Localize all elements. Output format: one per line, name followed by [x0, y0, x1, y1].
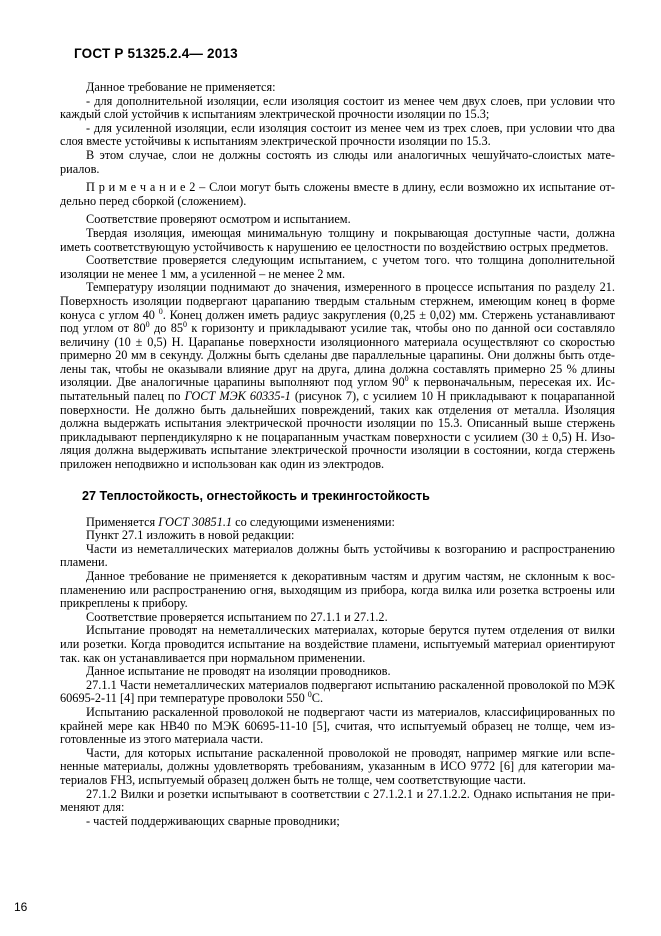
paragraph: Данное требование не применяется к декоративным частям и другим частям, не склонным к вос-пламенению или распространению огня, выходящим из прибора, когда вилка или розетка встроены или прикреплены к прибору.: [60, 569, 615, 611]
page-title: ГОСТ Р 51325.2.4— 2013: [74, 46, 238, 61]
paragraph: Пункт 27.1 изложить в новой редакции:: [86, 528, 295, 543]
paragraph: Твердая изоляция, имеющая минимальную толщину и покрывающая доступные части, должна иметь соответствующую устойчивость к нарушению ее целостности по воздействию острых предметов.: [60, 225, 615, 254]
paragraph: Соответствие проверяют осмотром и испытанием.: [86, 212, 351, 227]
paragraph: 27.1.1 Части неметаллических материалов подвергают испытанию раскаленной проволокой по МЭК 60695-2-11 [4] при температуре проволоки 550 $^0$С.: [60, 677, 615, 706]
body-text-block-2: [60, 516, 615, 829]
paragraph: Данное испытание не проводят на изоляции проводников.: [86, 664, 391, 679]
paragraph: Части, для которых испытание раскаленной проволокой не проводят, например мягкие или вспе-ненные материалы, должны удовлетворять требованиям, указанным в ИСО 9772 [6] для категории ма-териалов FH3, испытуемый образец должен быть не толще, чем соответствующие части.: [60, 745, 615, 787]
paragraph: Испытание проводят на неметаллических материалах, которые берутся путем отделения от вилки или розетки. Когда проводится испытание на воздействие пламени, испытуемый материал ориентируют так. как он устанавливается при нормальном применении.: [60, 623, 615, 665]
paragraph: Части из неметаллических материалов должны быть устойчивы к возгоранию и распространению пламени.: [60, 541, 615, 570]
page-number: 16: [14, 900, 28, 914]
paragraph: Температуру изоляции поднимают до значения, измеренного в процессе испытания по разделу 21. Поверхность изоляции подвергают царапанию твердым стальным стержнем, имеющим конец в форме конуса с углом 40 $^0$. Конец должен иметь радиус закругления (0,25 ± 0,02) мм. Стержень устанавливают под углом от $80^0$ до $85^0$ к горизонту и прикладывают усилие так, чтобы оно по данной оси составляло величину (10 ± 0,5) Н. Царапанье поверхности изоляционного материала осуществляют со скоростью примерно 20 мм в секунду. Должны быть сделаны две параллельные царапины. Они должны быть отде-лены так, чтобы не оказывали влияние друг на друга, длина должна составлять примерно 25 % длины изоляции. Две аналогичные царапины выполняют под углом $90^0$ к первоначальным, пересекая их. Ис-пытательный палец по ГОСТ МЭК 60335-1 (рисунок 7), с усилием 10 Н прикладывают к поцарапанной поверхности. Не должно быть дальнейших повреждений, таких как отделения от металла. Изоляция должна выдержать испытания электрической прочности изоляции по 15.3. Описанный выше стержень прикладывают перпендикулярно к не поцарапанным участкам поверхности с усилием (30 ± 0,5) Н. Изо-ляция должна выдерживать испытание электрической прочности изоляции в состоянии, когда стержень приложен неподвижно и использован как один из электродов.: [60, 280, 616, 472]
paragraph: Данное требование не применяется:: [86, 80, 276, 94]
note-paragraph: П р и м е ч а н и е 2 – Слои могут быть сложены вместе в длину, если возможно их испытание от-дельно перед сборкой (сложением).: [60, 180, 615, 208]
paragraph: Соответствие проверяется испытанием по 27.1.1 и 27.1.2.: [86, 609, 388, 624]
paragraph: Соответствие проверяется следующим испытанием, с учетом того. что толщина дополнительной изоляции не менее 1 мм, а усиленной – не менее 2 мм.: [60, 253, 615, 281]
paragraph: Испытанию раскаленной проволокой не подвергают части из материалов, классифицированных по крайней мере как НВ40 по МЭК 60695-11-10 [5], считая, что испытуемый образец не толще, чем из-готовленные из этого материала части.: [60, 704, 615, 747]
paragraph: - частей поддерживающих сварные проводники;: [86, 813, 340, 828]
paragraph: 27.1.2 Вилки и розетки испытывают в соответствии с 27.1.2.1 и 27.1.2.2. Однако испытания не при-меняют для:: [60, 786, 615, 815]
section-heading: 27 Теплостойкость, огнестойкость и трекингостойкость: [82, 488, 430, 503]
paragraph: - для дополнительной изоляции, если изоляция состоит из менее чем двух слоев, при условии что каждый слой устойчив к испытаниям электрической прочности изоляции по 15.3;: [60, 93, 615, 122]
paragraph: - для усиленной изоляции, если изоляция состоит из менее чем из трех слоев, при условии что два слоя вместе устойчивы к испытаниям электрической прочности изоляции по 15.3.: [60, 120, 615, 149]
paragraph: В этом случае, слои не должны состоять из слюды или аналогичных чешуйчато-слоистых мате-риалов.: [60, 147, 615, 176]
body-text-block-1: [60, 81, 615, 472]
paragraph: Применяется ГОСТ 30851.1 со следующими изменениями:: [86, 514, 395, 529]
